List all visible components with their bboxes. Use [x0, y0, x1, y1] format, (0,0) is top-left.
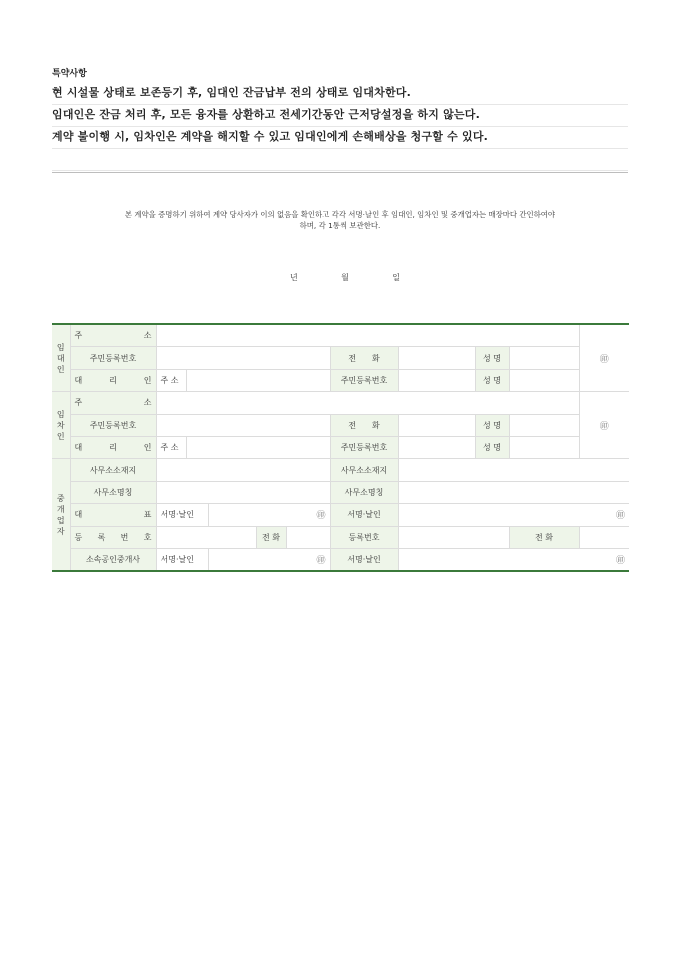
seal-icon: ㊞	[316, 511, 326, 522]
lessee-name-label: 성 명	[475, 414, 509, 436]
broker-registration-label: 등 록 번 호	[70, 526, 156, 548]
lessor-agent-address-label: 주 소	[156, 369, 186, 391]
broker2-sign-label: 서명·날인	[330, 504, 398, 526]
broker-sign-label: 서명·날인	[156, 504, 208, 526]
seal-icon: ㊞	[615, 511, 625, 522]
seal-icon: ㊞	[599, 421, 609, 432]
contract-date	[290, 272, 400, 283]
contract-statement: 본 계약을 증명하기 위하여 계약 당사자가 이의 없음을 확인하고 각각 서명·날인 후 임대인, 임차인 및 중개업자는 매장마다 간인하여야 하며, 각 1통씩 보관한다.	[124, 210, 556, 230]
special-clause[interactable]: 임대인은 잔금 처리 후, 모든 융자를 상환하고 전세기간동안 근저당설정을 하지 않는다.	[52, 104, 628, 127]
lessee-agent-id-field[interactable]	[398, 436, 475, 458]
lessee-seal	[579, 392, 629, 459]
broker-office-name-field[interactable]	[156, 481, 330, 503]
lessor-agent-id-field[interactable]	[398, 369, 475, 391]
lessor-agent-address-field[interactable]	[186, 369, 330, 391]
lessor-agent-label: 대 리 인	[70, 369, 156, 391]
broker-sign-field[interactable]	[208, 504, 330, 526]
date-day-label: 일	[392, 273, 400, 282]
broker-office-address-row	[52, 459, 629, 481]
broker-registration-field[interactable]	[156, 526, 256, 548]
broker2-agent-sign-field[interactable]	[398, 548, 629, 571]
broker2-registration-field[interactable]	[398, 526, 509, 548]
seal-icon: ㊞	[316, 556, 326, 567]
broker-representative-label: 대 표	[70, 504, 156, 526]
special-terms-title: 특약사항	[52, 69, 87, 79]
date-year-label: 년	[290, 273, 298, 282]
broker-phone-label: 전 화	[256, 526, 286, 548]
lessee-agent-address-field[interactable]	[186, 436, 330, 458]
broker2-office-address-label: 사무소소재지	[330, 459, 398, 481]
broker-agent-sign-field[interactable]	[208, 548, 330, 571]
lessor-agent-row	[52, 369, 629, 391]
lessee-address-row	[52, 392, 629, 414]
lessor-phone-label: 전 화	[330, 347, 398, 369]
lessor-id-field[interactable]	[156, 347, 330, 369]
broker2-office-address-field[interactable]	[398, 459, 629, 481]
broker2-registration-label: 등록번호	[330, 526, 398, 548]
lessee-agent-name-field[interactable]	[509, 436, 579, 458]
broker-registration-row	[52, 526, 629, 548]
lessee-id-row	[52, 414, 629, 436]
lessee-agent-id-label: 주민등록번호	[330, 436, 398, 458]
broker-office-address-field[interactable]	[156, 459, 330, 481]
lessor-seal	[579, 324, 629, 392]
lessee-id-label: 주민등록번호	[70, 414, 156, 436]
broker-representative-row	[52, 504, 629, 526]
broker-office-address-label: 사무소소재지	[70, 459, 156, 481]
lessee-agent-row	[52, 436, 629, 458]
lessee-name-field[interactable]	[509, 414, 579, 436]
parties-table	[52, 323, 629, 572]
broker-agent-sign-label: 서명·날인	[156, 548, 208, 571]
lessee-phone-field[interactable]	[398, 414, 475, 436]
broker2-sign-field[interactable]	[398, 504, 629, 526]
lessee-address-field[interactable]	[156, 392, 579, 414]
lessee-agent-label: 대 리 인	[70, 436, 156, 458]
broker-office-name-row	[52, 481, 629, 503]
seal-icon: ㊞	[615, 556, 625, 567]
broker-group-label: 중 개 업 자	[52, 459, 70, 571]
special-clause[interactable]: 현 시설물 상태로 보존등기 후, 임대인 잔금납부 전의 상태로 임대차한다.	[52, 82, 628, 105]
lessor-phone-field[interactable]	[398, 347, 475, 369]
special-clause[interactable]: 계약 불이행 시, 임차인은 계약을 해지할 수 있고 임대인에게 손해배상을 청구할 수 있다.	[52, 126, 628, 149]
seal-icon: ㊞	[599, 354, 609, 365]
lessor-id-row	[52, 347, 629, 369]
broker2-agent-sign-label: 서명·날인	[330, 548, 398, 571]
lessor-agent-name-field[interactable]	[509, 369, 579, 391]
lessor-id-label: 주민등록번호	[70, 347, 156, 369]
section-divider	[52, 172, 628, 173]
broker2-phone-label: 전 화	[509, 526, 579, 548]
lessor-address-row	[52, 324, 629, 347]
broker2-phone-field[interactable]	[579, 526, 629, 548]
special-clause-empty[interactable]	[52, 148, 628, 171]
lessor-agent-id-label: 주민등록번호	[330, 369, 398, 391]
lessee-address-label: 주 소	[70, 392, 156, 414]
lessor-name-label: 성 명	[475, 347, 509, 369]
broker-phone-field[interactable]	[286, 526, 330, 548]
broker-office-name-label: 사무소명칭	[70, 481, 156, 503]
lessee-id-field[interactable]	[156, 414, 330, 436]
broker-agent-label: 소속공인중개사	[70, 548, 156, 571]
lessee-group-label: 임 차 인	[52, 392, 70, 459]
lessee-agent-name-label: 성 명	[475, 436, 509, 458]
lessee-phone-label: 전 화	[330, 414, 398, 436]
broker2-office-name-label: 사무소명칭	[330, 481, 398, 503]
date-month-label: 월	[341, 273, 349, 282]
lessor-address-field[interactable]	[156, 324, 579, 347]
broker2-office-name-field[interactable]	[398, 481, 629, 503]
lessor-group-label: 임 대 인	[52, 324, 70, 392]
lessor-agent-name-label: 성 명	[475, 369, 509, 391]
broker-agent-row	[52, 548, 629, 571]
lessor-address-label: 주 소	[70, 324, 156, 347]
lessee-agent-address-label: 주 소	[156, 436, 186, 458]
lessor-name-field[interactable]	[509, 347, 579, 369]
